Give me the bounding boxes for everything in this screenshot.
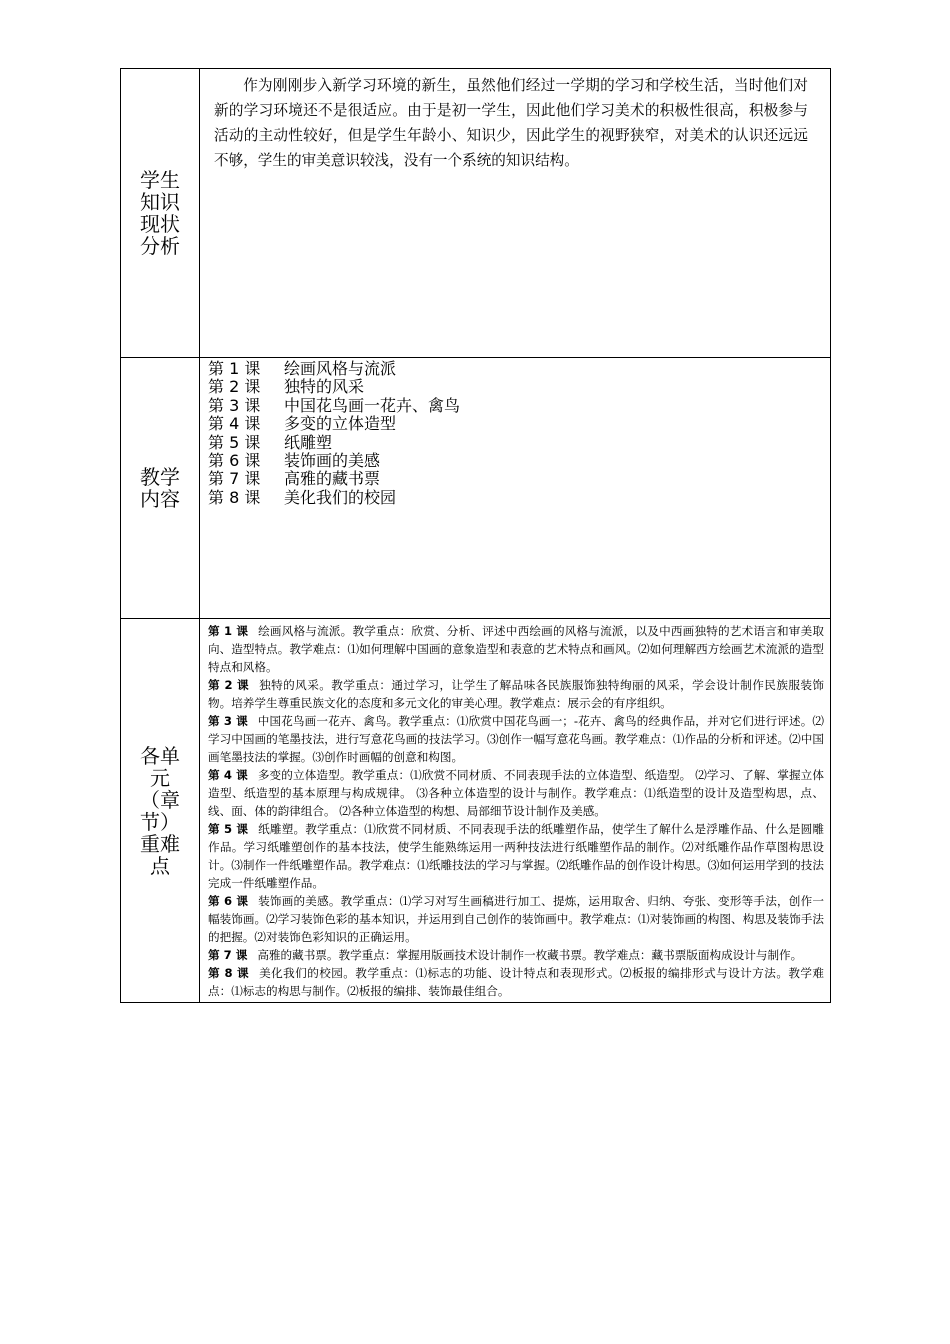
lesson-title: 装饰画的美感 xyxy=(284,451,381,471)
keypoint-paragraph xyxy=(208,820,824,892)
lesson-title: 高雅的藏书票 xyxy=(284,469,381,489)
lesson-list xyxy=(208,360,830,507)
lesson-number: 第 4 课 xyxy=(208,414,261,434)
keypoint-paragraph xyxy=(208,766,824,820)
analysis-text-cell xyxy=(200,69,831,358)
lesson-title: 绘画风格与流派 xyxy=(284,359,397,378)
lesson-item xyxy=(208,415,830,433)
lesson-title: 纸雕塑 xyxy=(284,432,333,452)
keypoint-paragraph xyxy=(208,892,824,946)
lesson-item xyxy=(208,489,830,507)
analysis-row xyxy=(121,69,831,358)
lesson-number: 第 7 课 xyxy=(208,469,261,489)
keypoint-lesson-number: 第 6 课 xyxy=(208,894,249,908)
keypoint-text: 独特的风采。教学重点：通过学习，让学生了解品味各民族服饰独特绚丽的风采，学会设计制作民族服装饰物。培养学生尊重民族文化的态度和多元文化的审美心理。教学难点：展示会的有序组织。 xyxy=(208,678,824,710)
keypoint-paragraph xyxy=(208,622,824,676)
lesson-list-cell xyxy=(200,358,831,619)
keypoint-text: 中国花鸟画一花卉、禽鸟。教学重点：⑴欣赏中国花鸟画一；-花卉、禽鸟的经典作品，并对它们进行评述。⑵学习中国画的笔墨技法，进行写意花鸟画的技法学习。⑶创作一幅写意花鸟画。教学难点：⑴作品的分析和评述。⑵中国画笔墨技法的掌握。⑶创作时画幅的创意和构图。 xyxy=(208,714,824,764)
keypoint-text: 纸雕塑。教学重点：⑴欣赏不同材质、不同表现手法的纸雕塑作品，使学生了解什么是浮雕作品、什么是圆雕作品。学习纸雕塑创作的基本技法，使学生能熟练运用一两种技法进行纸雕塑作品的制作。⑵对纸雕作品作草图构思设计。⑶制作一件纸雕塑作品。教学难点：⑴纸雕技法的学习与掌握。⑵纸雕作品的创作设计构思。⑶如何运用学到的技法完成一件纸雕塑作品。 xyxy=(208,822,824,890)
keypoint-lesson-number: 第 7 课 xyxy=(208,948,248,962)
keypoint-text: 绘画风格与流派。教学重点：欣赏、分析、评述中西绘画的风格与流派，以及中西画独特的艺术语言和审美取向、造型特点。教学难点：⑴如何理解中国画的意象造型和表意的艺术特点和画风。⑵如何理解西方绘画艺术流派的造型特点和风格。 xyxy=(208,624,824,674)
lesson-item xyxy=(208,360,830,378)
lesson-number: 第 3 课 xyxy=(208,395,261,415)
analysis-label-cell xyxy=(121,69,200,358)
content-label: 教学内容 xyxy=(140,465,180,511)
keypoint-text: 装饰画的美感。教学重点：⑴学习对写生画稿进行加工、提炼，运用取舍、归纳、夸张、变形等手法，创作一幅装饰画。⑵学习装饰色彩的基本知识，并运用到自己创作的装饰画中。教学难点：⑴对装饰画的构图、构思及装饰手法的把握。⑵对装饰色彩知识的正确运用。 xyxy=(208,894,824,944)
keypoint-text: 多变的立体造型。教学重点：⑴欣赏不同材质、不同表现手法的立体造型、纸造型。 ⑵学习、了解、掌握立体造型、纸造型的基本原理与构成规律。 ⑶各种立体造型的设计与制作。教学难点：⑴纸造型的设计及造型构思，点、线、面、体的韵律组合。 ⑵各种立体造型的构想、局部细节设计制作及美感。 xyxy=(208,768,824,818)
lesson-title: 中国花鸟画一花卉、禽鸟 xyxy=(284,395,461,415)
analysis-text: 作为刚刚步入新学习环境的新生，虽然他们经过一学期的学习和学校生活，当时他们对新的学习环境还不是很适应。由于是初一学生，因此他们学习美术的积极性很高，积极参与活动的主动性较好，但是学生年龄小、知识少，因此学生的视野狭窄，对美术的认识还远远不够，学生的审美意识较浅，没有一个系统的知识结构。 xyxy=(214,77,808,169)
lesson-item xyxy=(208,452,830,470)
lesson-number: 第 5 课 xyxy=(208,432,261,452)
keypoints-label: 各单元（章节）重难点 xyxy=(140,743,180,878)
keypoints-row xyxy=(121,619,831,1003)
lesson-title: 独特的风采 xyxy=(284,377,365,397)
keypoints-cell xyxy=(200,619,831,1003)
analysis-label: 学生知识现状分析 xyxy=(140,168,180,258)
lesson-title: 美化我们的校园 xyxy=(284,487,397,507)
keypoint-paragraph xyxy=(208,946,824,964)
keypoint-text: 高雅的藏书票。教学重点：掌握用版画技术设计制作一枚藏书票。教学难点：藏书票版面构成设计与制作。 xyxy=(257,948,803,962)
lesson-number: 第 2 课 xyxy=(208,377,261,397)
lesson-item xyxy=(208,378,830,396)
keypoint-lesson-number: 第 8 课 xyxy=(208,966,250,980)
keypoint-paragraph xyxy=(208,712,824,766)
content-label-cell xyxy=(121,358,200,619)
lesson-number: 第 1 课 xyxy=(208,359,261,378)
keypoint-lesson-number: 第 4 课 xyxy=(208,768,248,782)
lesson-item xyxy=(208,397,830,415)
keypoint-lesson-number: 第 2 课 xyxy=(208,678,250,692)
keypoints-label-cell xyxy=(121,619,200,1003)
keypoint-text: 美化我们的校园。教学重点：⑴标志的功能、设计特点和表现形式。⑵板报的编排形式与设计方法。教学难点：⑴标志的构思与制作。⑵板报的编排、装饰最佳组合。 xyxy=(208,966,824,998)
keypoint-lesson-number: 第 5 课 xyxy=(208,822,249,836)
lesson-item xyxy=(208,470,830,488)
keypoint-paragraph xyxy=(208,676,824,712)
lesson-title: 多变的立体造型 xyxy=(284,414,397,434)
keypoint-lesson-number: 第 1 课 xyxy=(208,624,249,638)
plan-table xyxy=(120,68,831,1003)
lesson-number: 第 6 课 xyxy=(208,451,261,471)
content-row xyxy=(121,358,831,619)
lesson-item xyxy=(208,434,830,452)
keypoint-lesson-number: 第 3 课 xyxy=(208,714,248,728)
lesson-number: 第 8 课 xyxy=(208,487,261,507)
keypoint-paragraph xyxy=(208,964,824,1000)
